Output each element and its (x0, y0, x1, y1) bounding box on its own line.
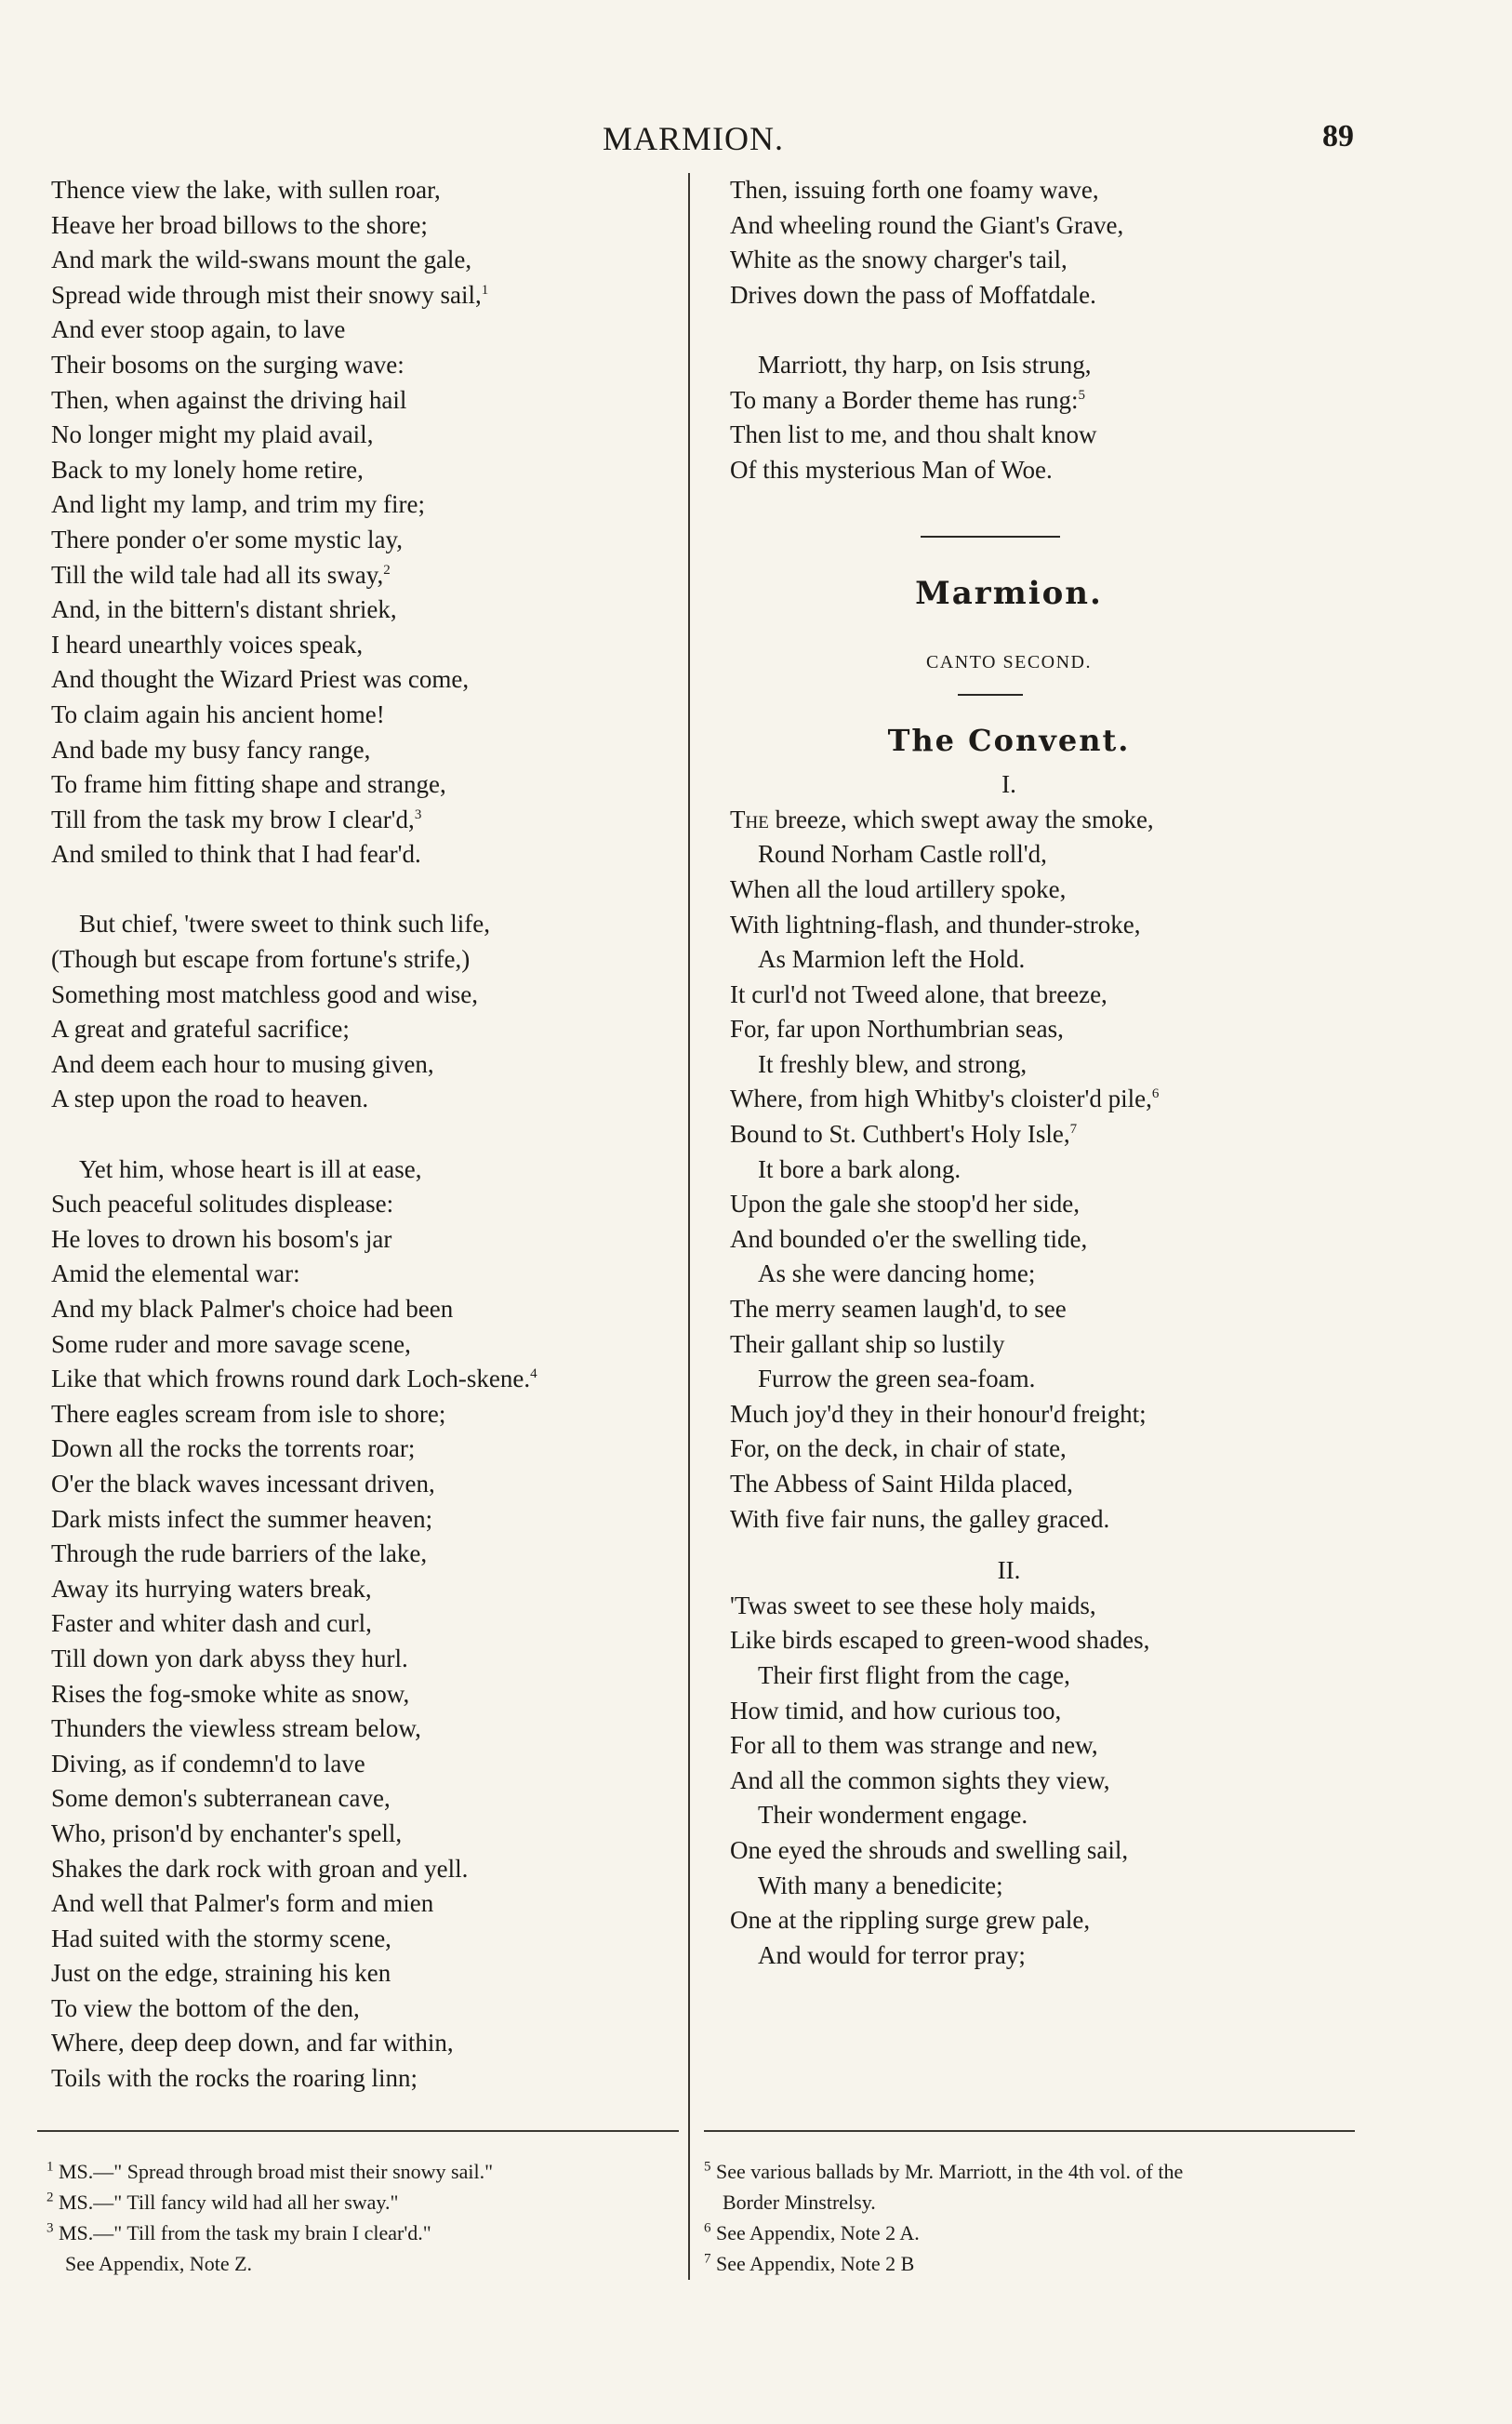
footnote (704, 2218, 1355, 2248)
verse-line (730, 837, 1288, 872)
verse-text: As Marmion left the Hold. (758, 945, 1026, 974)
verse-text: Spread wide through mist their snowy sail, (51, 280, 482, 309)
verse-text: Where, from high Whitby's cloister'd pile, (730, 1085, 1152, 1113)
verse-text: There ponder o'er some mystic lay, (51, 525, 403, 553)
verse-text: It curl'd not Tweed alone, that breeze, (730, 979, 1107, 1008)
verse-line (730, 1833, 1288, 1869)
verse-text: It freshly blew, and strong, (758, 1049, 1028, 1078)
stanza-break (51, 872, 670, 908)
verse-text: A great and grateful sacrifice; (51, 1015, 350, 1044)
verse-line (730, 1082, 1288, 1117)
verse-text: It bore a bark along. (758, 1154, 962, 1183)
verse-line (730, 348, 1288, 383)
verse-line (51, 2061, 670, 2097)
verse-line (730, 1658, 1288, 1694)
verse-text: Then, issuing forth one foamy wave, (730, 176, 1099, 204)
verse-line (51, 1537, 670, 1572)
verse-line (51, 662, 670, 698)
verse-line (51, 733, 670, 768)
footnotes-right (704, 2156, 1355, 2279)
verse-line (51, 1327, 670, 1363)
verse-text: No longer might my plaid avail, (51, 420, 374, 449)
verse-line (51, 1852, 670, 1887)
verse-line (51, 1991, 670, 2027)
verse-line (51, 593, 670, 628)
verse-text: To many a Border theme has rung: (730, 385, 1079, 414)
footnote-rule-left (37, 2130, 679, 2132)
verse-line (51, 1502, 670, 1538)
footnote-text: See various ballads by Mr. Marriott, in the 4th vol. of the (716, 2160, 1184, 2183)
footnote-text: See Appendix, Note 2 A. (716, 2221, 920, 2244)
verse-line (730, 1903, 1288, 1938)
verse-line (730, 208, 1288, 244)
verse-line (51, 523, 670, 558)
verse-text: Like that which frowns round dark Loch-skene. (51, 1365, 531, 1393)
verse-line (730, 1222, 1288, 1258)
verse-text: Had suited with the stormy scene, (51, 1924, 391, 1952)
verse-line (730, 383, 1288, 419)
verse-text: Shakes the dark rock with groan and yell. (51, 1854, 469, 1883)
verse-text: Drives down the pass of Moffatdale. (730, 280, 1096, 309)
stanza-break (730, 313, 1288, 348)
verse-text: And wheeling round the Giant's Grave, (730, 210, 1124, 239)
verse-text: To claim again his ancient home! (51, 699, 385, 728)
verse-line (730, 1764, 1288, 1799)
verse-line (730, 1432, 1288, 1467)
verse-text: Away its hurrying waters break, (51, 1574, 372, 1603)
verse-text: And thought the Wizard Priest was come, (51, 665, 470, 694)
footnote-marker: 5 (1078, 387, 1086, 403)
verse-text: With lightning-flash, and thunder-stroke, (730, 910, 1141, 939)
verse-line (51, 1257, 670, 1292)
verse-line (51, 313, 670, 348)
footnote-marker: 4 (530, 1366, 537, 1382)
verse-text: 'Twas sweet to see these holy maids, (730, 1591, 1096, 1619)
verse-text: With five fair nuns, the galley graced. (730, 1504, 1110, 1533)
footnote-text: MS.—" Spread through broad mist their snowy sail." (59, 2160, 494, 2183)
verse-line (51, 942, 670, 978)
verse-line (730, 418, 1288, 453)
verse-text: And ever stoop again, to lave (51, 315, 346, 344)
verse-line (730, 1623, 1288, 1658)
verse-line (730, 1187, 1288, 1222)
verse-text: Who, prison'd by enchanter's spell, (51, 1818, 403, 1847)
verse-line (51, 1397, 670, 1432)
verse-text: Diving, as if condemn'd to lave (51, 1749, 365, 1778)
running-head (0, 119, 1512, 156)
verse-text: Their wonderment engage. (758, 1801, 1028, 1830)
footnote-text: See Appendix, Note Z. (65, 2252, 253, 2275)
verse-text: And well that Palmer's form and mien (51, 1889, 434, 1918)
verse-line (730, 1589, 1288, 1624)
footnote (704, 2156, 1355, 2187)
verse-line (51, 348, 670, 383)
verse-line (730, 1117, 1288, 1152)
verse-text: Such peaceful solitudes displease: (51, 1190, 394, 1219)
verse-line (51, 173, 670, 208)
verse-line (51, 978, 670, 1013)
verse-text: Of this mysterious Man of Woe. (730, 455, 1053, 484)
verse-text: And all the common sights they view, (730, 1765, 1110, 1794)
verse-line (51, 1922, 670, 1957)
verse-text: For, far upon Northumbrian seas, (730, 1015, 1064, 1044)
verse-text: O'er the black waves incessant driven, (51, 1469, 435, 1498)
verse-line (730, 173, 1288, 208)
verse-text: Furrow the green sea-foam. (758, 1365, 1036, 1393)
verse-line (730, 1047, 1288, 1083)
footnote-number: 6 (704, 2220, 711, 2236)
verse-line (51, 1222, 670, 1258)
stanza-number-1: I. (1001, 770, 1016, 799)
stanza-break (51, 1117, 670, 1152)
verse-text: I heard unearthly voices speak, (51, 630, 364, 659)
verse-text: The Abbess of Saint Hilda placed, (730, 1470, 1073, 1498)
verse-line (730, 1869, 1288, 1904)
verse-text: A step upon the road to heaven. (51, 1085, 369, 1113)
verse-line (51, 453, 670, 488)
verse-line (730, 1012, 1288, 1047)
verse-text: And bounded o'er the swelling tide, (730, 1224, 1088, 1253)
verse-text: How timid, and how curious too, (730, 1696, 1062, 1725)
verse-line (51, 1082, 670, 1117)
footnote-number: 3 (46, 2220, 54, 2236)
verse-text: Till down yon dark abyss they hurl. (51, 1644, 408, 1672)
verse-line (51, 2026, 670, 2061)
verse-text: And would for terror pray; (758, 1940, 1026, 1969)
verse-text: Dark mists infect the summer heaven; (51, 1504, 433, 1533)
footnote (46, 2248, 660, 2279)
stanza-number-2: II. (997, 1556, 1021, 1585)
verse-text: Down all the rocks the torrents roar; (51, 1434, 416, 1463)
footnote-number: 5 (704, 2159, 711, 2175)
section-subtitle: The Convent. (887, 722, 1131, 758)
verse-line (730, 1728, 1288, 1764)
running-title: MARMION. (603, 120, 785, 157)
verse-line (730, 803, 1288, 838)
stanza-1 (730, 803, 1288, 1537)
verse-text: Where, deep deep down, and far within, (51, 2029, 454, 2058)
footnote-text: MS.—" Till fancy wild had all her sway." (59, 2191, 399, 2214)
verse-text: Toils with the rocks the roaring linn; (51, 2064, 418, 2093)
footnote-marker: 3 (414, 806, 422, 822)
verse-text: Just on the edge, straining his ken (51, 1959, 391, 1988)
footnote (704, 2248, 1355, 2279)
verse-text: Then list to me, and thou shalt know (730, 420, 1097, 449)
verse-line (730, 872, 1288, 908)
initial-word: The (730, 805, 769, 833)
verse-line (51, 1817, 670, 1852)
verse-line (730, 1327, 1288, 1363)
verse-text: As she were dancing home; (758, 1259, 1036, 1288)
verse-line (730, 1502, 1288, 1538)
footnote-text: See Appendix, Note 2 B (716, 2252, 915, 2275)
verse-line (730, 243, 1288, 278)
verse-text: Yet him, whose heart is ill at ease, (79, 1154, 422, 1183)
verse-text: Heave her broad billows to the shore; (51, 210, 428, 239)
left-column (51, 173, 670, 2097)
verse-line (51, 1187, 670, 1222)
verse-text: Then, when against the driving hail (51, 385, 407, 414)
verse-text: And my black Palmer's choice had been (51, 1295, 454, 1323)
verse-line (51, 1606, 670, 1642)
verse-text: One at the rippling surge grew pale, (730, 1906, 1091, 1935)
verse-line (51, 767, 670, 803)
footnote-marker: 1 (481, 282, 489, 298)
column-divider (688, 173, 690, 2280)
verse-text: And smiled to think that I had fear'd. (51, 840, 421, 869)
verse-line (51, 1047, 670, 1083)
verse-line (51, 803, 670, 838)
footnote-text: Border Minstrelsy. (723, 2191, 876, 2214)
verse-text: Thence view the lake, with sullen roar, (51, 176, 441, 204)
verse-text: Something most matchless good and wise, (51, 979, 478, 1008)
verse-text: Their first flight from the cage, (758, 1660, 1070, 1689)
verse-text: And mark the wild-swans mount the gale, (51, 246, 472, 274)
verse-line (51, 487, 670, 523)
verse-line (730, 1152, 1288, 1188)
verse-line (730, 1694, 1288, 1729)
footnote-marker: 2 (383, 562, 391, 578)
verse-line (51, 1747, 670, 1782)
verse-text: Till the wild tale had all its sway, (51, 560, 384, 589)
verse-text: (Though but escape from fortune's strife,) (51, 945, 471, 974)
verse-text: breeze, which swept away the smoke, (768, 805, 1154, 833)
verse-line (51, 1781, 670, 1817)
verse-line (730, 1362, 1288, 1397)
verse-line (51, 1886, 670, 1922)
verse-text: Thunders the viewless stream below, (51, 1714, 421, 1743)
verse-text: Like birds escaped to green-wood shades, (730, 1626, 1150, 1655)
verse-text: Upon the gale she stoop'd her side, (730, 1190, 1081, 1219)
page-number: 89 (1322, 119, 1354, 153)
verse-line (730, 1798, 1288, 1833)
verse-text: And, in the bittern's distant shriek, (51, 595, 397, 624)
verse-text: And bade my busy fancy range, (51, 735, 371, 764)
verse-line (51, 208, 670, 244)
verse-line (730, 1292, 1288, 1327)
verse-text: Faster and whiter dash and curl, (51, 1609, 372, 1638)
verse-text: Round Norham Castle roll'd, (758, 840, 1047, 869)
verse-line (730, 978, 1288, 1013)
footnote-number: 2 (46, 2190, 54, 2205)
verse-text: And deem each hour to musing given, (51, 1049, 434, 1078)
verse-line (51, 1292, 670, 1327)
verse-line (51, 628, 670, 663)
footnote-number: 7 (704, 2251, 711, 2267)
verse-line (730, 1467, 1288, 1502)
verse-text: Marriott, thy harp, on Isis strung, (758, 350, 1092, 379)
footnote (46, 2218, 660, 2248)
verse-line (51, 243, 670, 278)
section-title: Marmion. (915, 575, 1103, 613)
right-column-verse (730, 173, 1288, 487)
verse-text: One eyed the shrouds and swelling sail, (730, 1835, 1129, 1864)
verse-line (51, 418, 670, 453)
footnote (704, 2187, 1355, 2218)
verse-text: And light my lamp, and trim my fire; (51, 490, 425, 519)
footnote-marker: 6 (1151, 1086, 1160, 1102)
verse-line (730, 453, 1288, 488)
verse-text: Their bosoms on the surging wave: (51, 350, 405, 379)
footnotes-left (46, 2156, 660, 2279)
verse-line (51, 1711, 670, 1747)
verse-line (51, 837, 670, 872)
verse-text: Their gallant ship so lustily (730, 1329, 1005, 1358)
footnote-marker: 7 (1069, 1122, 1078, 1138)
verse-text: Through the rude barriers of the lake, (51, 1539, 428, 1568)
verse-text: For, on the deck, in chair of state, (730, 1434, 1067, 1463)
stanza-2 (730, 1589, 1288, 1974)
verse-text: For all to them was strange and new, (730, 1731, 1098, 1760)
verse-text: Till from the task my brow I clear'd, (51, 805, 415, 833)
right-column (730, 173, 1288, 1973)
verse-line (51, 1012, 670, 1047)
verse-line (51, 1956, 670, 1991)
verse-line (730, 1397, 1288, 1432)
verse-line (730, 908, 1288, 943)
verse-line (51, 1677, 670, 1712)
verse-line (51, 1642, 670, 1677)
verse-line (51, 698, 670, 733)
verse-text: There eagles scream from isle to shore; (51, 1399, 446, 1428)
canto-heading: CANTO SECOND. (925, 651, 1093, 673)
verse-text: Bound to St. Cuthbert's Holy Isle, (730, 1120, 1070, 1149)
verse-text: He loves to drown his bosom's jar (51, 1224, 392, 1253)
verse-text: Amid the elemental war: (51, 1259, 300, 1288)
verse-text: To view the bottom of the den, (51, 1993, 360, 2022)
verse-text: White as the snowy charger's tail, (730, 246, 1068, 274)
verse-line (51, 1362, 670, 1397)
verse-line (51, 1572, 670, 1607)
verse-line (730, 1257, 1288, 1292)
verse-text: Much joy'd they in their honour'd freight; (730, 1399, 1147, 1428)
verse-text: To frame him fitting shape and strange, (51, 770, 446, 799)
footnote (46, 2187, 660, 2218)
verse-line (51, 1432, 670, 1467)
footnote-rule-right (704, 2130, 1355, 2132)
verse-text: When all the loud artillery spoke, (730, 874, 1067, 903)
verse-line (730, 278, 1288, 313)
verse-line (51, 1152, 670, 1188)
verse-text: Some ruder and more savage scene, (51, 1329, 411, 1358)
footnote (46, 2156, 660, 2187)
verse-text: Rises the fog-smoke white as snow, (51, 1679, 410, 1708)
verse-line (51, 558, 670, 593)
verse-text: Back to my lonely home retire, (51, 455, 364, 484)
footnote-number: 1 (46, 2159, 54, 2175)
verse-line (51, 1467, 670, 1502)
verse-line (51, 383, 670, 419)
verse-line (730, 942, 1288, 978)
verse-line (51, 907, 670, 942)
footnote-text: MS.—" Till from the task my brain I clear'd." (59, 2221, 431, 2244)
verse-text: With many a benedicite; (758, 1871, 1003, 1899)
verse-text: The merry seamen laugh'd, to see (730, 1295, 1067, 1324)
verse-text: Some demon's subterranean cave, (51, 1784, 391, 1813)
verse-line (730, 1938, 1288, 1974)
verse-line (51, 278, 670, 313)
verse-text: But chief, 'twere sweet to think such life, (79, 910, 490, 939)
